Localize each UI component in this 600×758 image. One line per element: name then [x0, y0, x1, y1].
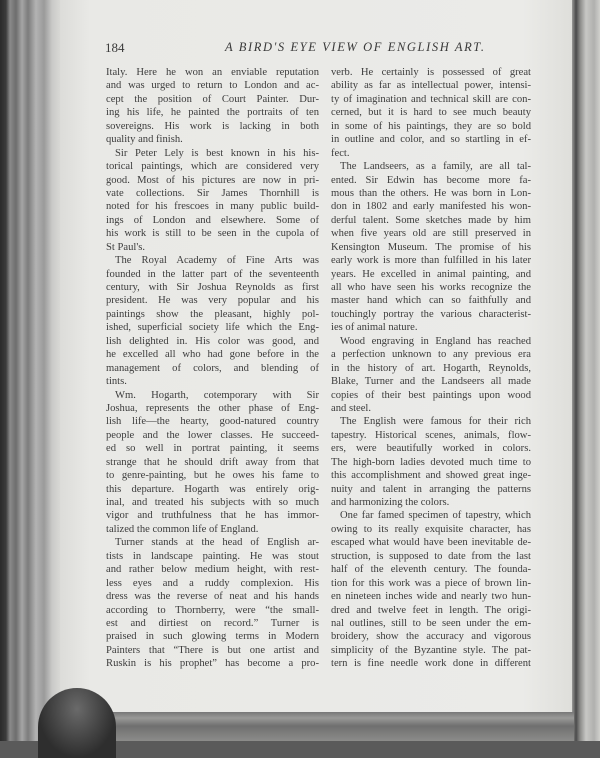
paragraph — [331, 160, 531, 335]
text-line: founded in the latter part of the seventeenth — [106, 268, 319, 280]
paragraph — [106, 147, 319, 255]
text-line: The high-born ladies devoted much time to — [331, 456, 531, 468]
text-line: in outline and color, and so startling in ef- — [331, 134, 531, 146]
text-line: he excelled all who had gone before in the — [106, 349, 319, 361]
text-line: president. He was very popular and his — [106, 295, 319, 307]
text-line: struction, is supposed to date from the last — [331, 550, 531, 562]
page-number: 184 — [105, 40, 125, 55]
text-line: to genre-painting, but he owes his fame to — [106, 470, 319, 482]
text-line: vigor and truthfulness that he has immor- — [106, 510, 319, 522]
text-line: paintings show the pleasant, highly pol- — [106, 308, 319, 320]
text-line: derful talent. Some sketches made by him — [331, 214, 531, 226]
text-line: Painters that “There is but one artist and — [106, 644, 319, 656]
text-line: ished, superficial society life which the Eng- — [106, 322, 319, 334]
text-line: half of the eleventh century. The founda- — [331, 564, 531, 576]
text-line: inal, and treated his subjects with so much — [106, 497, 319, 508]
text-line: in some of his paintings, they are so bold — [331, 120, 531, 132]
text-line: cerned, but it is hard to see much beauty — [331, 107, 531, 119]
text-line: ings of London and elsewhere. Some of — [106, 214, 319, 226]
text-line: Joshua, represents the other phase of Eng- — [106, 402, 319, 414]
text-line: when five years old are still preserved in — [331, 228, 531, 240]
text-line: this departure. Hogarth was entirely orig- — [106, 483, 319, 495]
text-line: master hand which can so faithfully and — [331, 295, 531, 307]
text-line: sovereigns. His work is lacking in both — [106, 120, 319, 132]
text-line: tints. — [106, 376, 127, 388]
text-line: The Royal Academy of Fine Arts was — [115, 255, 319, 267]
text-line: noted for his frescoes in many public build- — [106, 201, 319, 213]
text-line: vate collections. Sir James Thornhill is — [106, 187, 319, 199]
text-line: ented. Sir Edwin has become more fa- — [331, 174, 531, 186]
text-line: dred and twelve feet in length. The origi- — [331, 604, 531, 616]
text-line: cept the position of Court Painter. Dur- — [106, 93, 319, 105]
text-line: Wood engraving in England has reached — [340, 335, 531, 347]
text-line: mous than the others. He was born in Lon- — [331, 187, 531, 199]
text-line: this accomplishment and showed great inge- — [331, 470, 531, 482]
text-line: verb. He certainly is possessed of great — [331, 67, 531, 78]
text-line: nuity and talent in arranging the patterns — [331, 483, 531, 495]
text-line: lish delighted in. His color was good, and — [106, 335, 319, 347]
paragraph — [331, 509, 531, 670]
text-line: early work is more than fulfilled in his later — [331, 255, 531, 267]
text-line: tapestry. Historical scenes, animals, flow- — [331, 429, 531, 441]
paragraph — [331, 335, 531, 416]
text-line: ability as far as intellectual power, intensi- — [331, 80, 531, 92]
running-title: A BIRD'S EYE VIEW OF ENGLISH ART. — [225, 40, 486, 54]
text-line: don in 1802 and early manifested his won- — [331, 201, 531, 213]
text-line: tists in landscape painting. He was stout — [106, 550, 319, 562]
text-line: his work is still to be seen in the cupola of — [106, 228, 319, 240]
text-line: Sir Peter Lely is best known in his his- — [115, 147, 319, 159]
text-line: Italy. Here he won an enviable reputation — [106, 67, 319, 78]
paragraph — [106, 389, 319, 537]
text-line: people and the lower classes. He succeed- — [106, 429, 319, 441]
text-line: touchingly portray the various characterist- — [331, 308, 531, 320]
text-line: Kensington Museum. The promise of his — [331, 241, 531, 253]
text-line: praised in such glowing terms in Modern — [106, 631, 319, 643]
text-line: strange that he should drift away from that — [106, 456, 319, 468]
text-line: ty of imagination and technical skill are con- — [331, 93, 531, 105]
running-header — [105, 40, 530, 56]
text-line: and rather below medium height, with rest- — [106, 564, 319, 576]
text-line: and was urged to return to London and ac- — [106, 80, 319, 92]
text-line: dress was the reverse of neat and his hands — [106, 591, 319, 603]
text-line: a perfection unknown to any previous era — [331, 349, 531, 361]
text-line: owing to its really exquisite character, has — [331, 523, 531, 535]
text-line: in the history of art. Hogarth, Reynolds, — [331, 362, 531, 374]
text-line: quality and finish. — [106, 134, 183, 146]
thumb — [38, 688, 116, 758]
text-line: simplicity of the Byzantine style. The pat- — [331, 644, 531, 656]
text-line: tern is fine needle work done in different — [331, 658, 531, 670]
text-line: Ruskin is his prophet” has become a pro- — [106, 658, 319, 670]
text-line: management of colors, and blending of — [106, 362, 319, 374]
text-line: est and dirtiest on record.” Turner is — [106, 617, 319, 629]
text-line: less eyes and a ruddy complexion. His — [106, 577, 319, 589]
text-column-left — [106, 66, 319, 671]
text-line: St Paul's. — [106, 241, 145, 253]
text-line: Wm. Hogarth, cotemporary with Sir — [115, 389, 319, 401]
text-line: good. Most of his pictures are now in pri- — [106, 174, 319, 186]
text-line: century, with Sir Joshua Reynolds as first — [106, 282, 319, 293]
text-line: tion for this work was a piece of brown lin- — [331, 577, 531, 589]
text-line: ers, were beautifully worked in colors. — [331, 443, 531, 455]
book-binding — [0, 0, 62, 741]
paragraph — [106, 66, 319, 147]
text-line: lish life—the hearty, good-natured country — [106, 416, 319, 428]
text-line: torical paintings, which are considered very — [106, 161, 319, 173]
text-line: Turner stands at the head of English ar- — [115, 537, 319, 549]
page-stack-edge — [572, 0, 600, 741]
text-line: ed so well in portrat painting, it seems — [106, 443, 319, 455]
text-line: ing his life, he painted the portraits of ten — [106, 107, 319, 119]
text-line: years. He excelled in animal painting, and — [331, 268, 531, 280]
paragraph — [106, 254, 319, 388]
paragraph — [331, 66, 531, 160]
text-line: talized the common life of England. — [106, 523, 259, 535]
text-line: broidery, show the accuracy and vigorous — [331, 631, 531, 643]
text-line: The English were famous for their rich — [340, 416, 531, 428]
text-line: en nineteen inches wide and nearly two hun- — [331, 591, 531, 603]
text-line: nal outlines, still to be seen under the em- — [331, 617, 531, 629]
text-line: Blake, Turner and the Landseers all made — [331, 376, 531, 388]
text-line: according to Thornberry, were “the small- — [106, 604, 319, 616]
text-line: The Landseers, as a family, are all tal- — [340, 161, 531, 173]
text-line: copies of their best paintings upon wood — [331, 389, 531, 401]
paragraph — [106, 536, 319, 670]
text-line: One far famed specimen of tapestry, which — [340, 510, 531, 522]
paragraph — [331, 415, 531, 509]
text-line: all who have seen his works recognize the — [331, 282, 531, 293]
text-column-right — [331, 66, 531, 671]
text-line: ies of animal nature. — [331, 322, 418, 334]
text-line: and steel. — [331, 402, 372, 414]
text-line: and harmonizing the colors. — [331, 497, 450, 508]
text-line: escaped what would have been inevitable de- — [331, 537, 531, 549]
text-line: fect. — [331, 147, 350, 159]
page-bottom-edge — [60, 712, 574, 741]
